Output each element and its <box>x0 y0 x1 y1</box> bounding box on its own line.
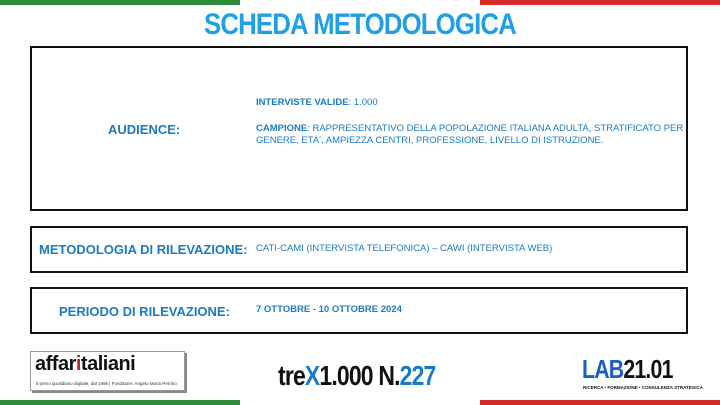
sample-value: : RAPPRESENTATIVO DELLA POPOLAZIONE ITALIANA ADULTA, STRATIFICATO PER GENERE, ETA', AMPIEZZA CENTRI, PROFESSIONE, LIVELLO DI ISTRUZIONE. <box>256 122 684 146</box>
method-value: CATI-CAMI (INTERVISTA TELEFONICA) – CAWI (INTERVISTA WEB) <box>256 243 553 254</box>
italian-flag-top-bar <box>0 0 720 5</box>
page-title: SCHEDA METODOLOGICA <box>204 8 516 41</box>
method-box <box>30 226 688 273</box>
method-label: METODOLOGIA DI RILEVAZIONE: <box>39 242 248 257</box>
audience-box <box>30 46 688 211</box>
interviews-key: INTERVISTE VALIDE <box>256 97 349 108</box>
sample-key: CAMPIONE <box>256 122 308 134</box>
lab2101-logo: LAB21.01 <box>582 354 673 384</box>
affaritaliani-logo <box>30 351 185 391</box>
audience-label: AUDIENCE: <box>108 122 181 137</box>
italian-flag-bottom-bar <box>0 400 720 405</box>
period-label: PERIODO DI RILEVAZIONE: <box>59 304 230 319</box>
period-box <box>30 287 688 334</box>
trex-logo: treX1.000 N.227 <box>278 360 436 391</box>
affaritaliani-wordmark: affaritaliani <box>35 353 136 375</box>
period-value: 7 OTTOBRE - 10 OTTOBRE 2024 <box>256 304 402 315</box>
affaritaliani-tagline: Il primo quotidiano digitale, dal 1996 | Fondatore: Angelo Maria Perrino <box>36 381 177 386</box>
interviews-line <box>256 97 688 110</box>
audience-content <box>256 97 688 148</box>
interviews-value: : 1.000 <box>348 97 378 108</box>
sample-line <box>256 123 688 148</box>
lab2101-tagline: RICERCA • FORMAZIONE • CONSULENZA STRATEGICA <box>583 385 703 390</box>
